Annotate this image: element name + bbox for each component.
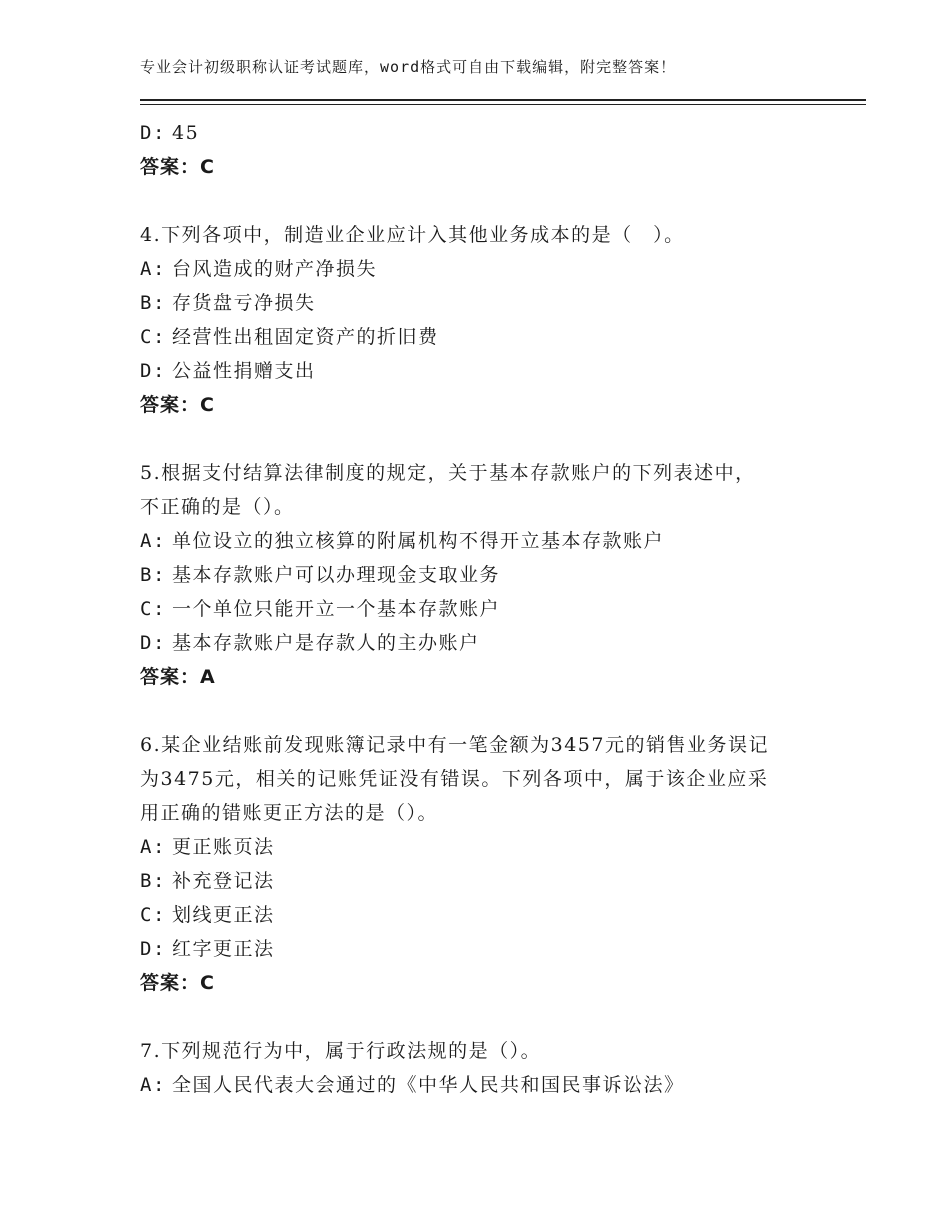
answer-line: 答案：A [140,666,216,688]
option-label: D: [140,360,166,382]
option-line [140,252,820,286]
page-header: 专业会计初级职称认证考试题库，word格式可自由下载编辑，附完整答案！ [140,58,677,76]
question-text: 6.某企业结账前发现账簿记录中有一笔金额为3457元的销售业务误记 [140,734,769,756]
option-text: 补充登记法 [172,870,275,892]
option-label: D: [140,632,166,654]
option-label: A: [140,258,166,280]
answer-line: 答案：C [140,394,215,416]
option-label: A: [140,1074,166,1096]
option-label: C: [140,598,166,620]
question-text: 用正确的错账更正方法的是（）。 [140,802,439,824]
spacer [140,184,820,218]
option-label: C: [140,326,166,348]
option-line [140,116,820,150]
option-line [140,864,820,898]
question-text: 4.下列各项中，制造业企业应计入其他业务成本的是（ ）。 [140,224,685,246]
option-line [140,320,820,354]
option-text: 划线更正法 [172,904,275,926]
option-text: 45 [172,122,200,144]
option-line [140,524,820,558]
option-line [140,558,820,592]
option-text: 一个单位只能开立一个基本存款账户 [172,598,501,620]
option-text: 基本存款账户可以办理现金支取业务 [172,564,501,586]
option-text: 基本存款账户是存款人的主办账户 [172,632,480,654]
question-text: 不正确的是（）。 [140,496,295,518]
option-label: A: [140,836,166,858]
option-line [140,626,820,660]
option-text: 红字更正法 [172,938,275,960]
spacer [140,694,820,728]
answer-line: 答案：C [140,972,215,994]
answer-line: 答案：C [140,156,215,178]
document-body [140,116,820,1102]
header-rule-thin [140,104,866,105]
option-text: 公益性捐赠支出 [172,360,316,382]
option-text: 全国人民代表大会通过的《中华人民共和国民事诉讼法》 [172,1074,685,1096]
option-label: B: [140,564,166,586]
spacer [140,422,820,456]
option-text: 更正账页法 [172,836,275,858]
option-line [140,898,820,932]
option-line [140,932,820,966]
option-line [140,1068,820,1102]
question-text: 5.根据支付结算法律制度的规定，关于基本存款账户的下列表述中， [140,462,756,484]
option-label: B: [140,292,166,314]
option-line [140,286,820,320]
option-text: 台风造成的财产净损失 [172,258,378,280]
header-rule-thick [140,99,866,101]
option-text: 存货盘亏净损失 [172,292,316,314]
option-line [140,830,820,864]
option-label: D: [140,938,166,960]
option-line [140,592,820,626]
option-label: A: [140,530,166,552]
option-label: D: [140,122,166,144]
question-text: 7.下列规范行为中，属于行政法规的是（）。 [140,1040,542,1062]
option-text: 单位设立的独立核算的附属机构不得开立基本存款账户 [172,530,665,552]
question-text: 为3475元，相关的记账凭证没有错误。下列各项中，属于该企业应采 [140,768,769,790]
option-line [140,354,820,388]
option-text: 经营性出租固定资产的折旧费 [172,326,439,348]
option-label: B: [140,870,166,892]
option-label: C: [140,904,166,926]
spacer [140,1000,820,1034]
